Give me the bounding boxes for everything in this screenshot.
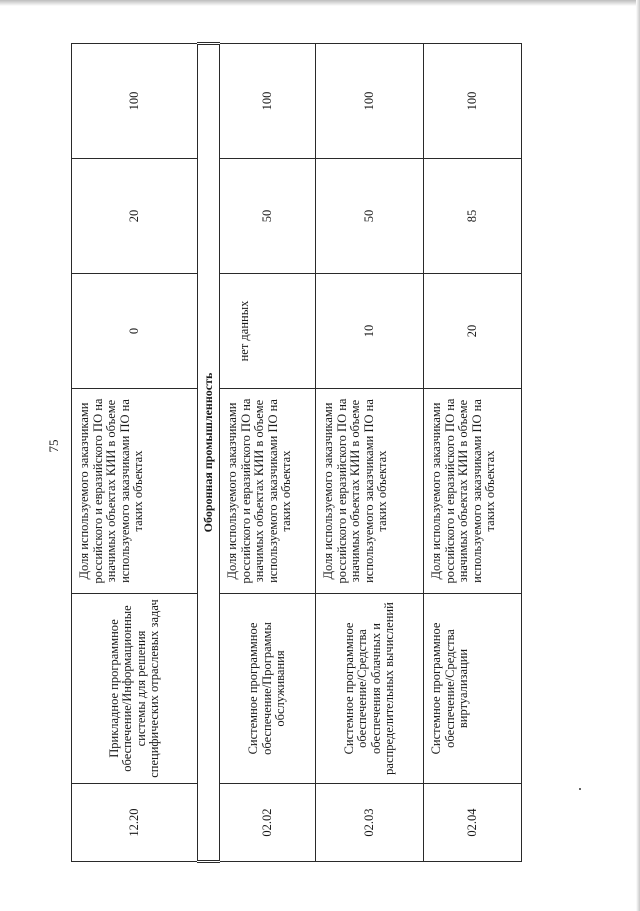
table-row-02-02 [220, 44, 316, 862]
row-indicator: Доля используемого заказчиками российского и евразийского ПО на значимых объектах КИИ в объеме используемого заказчиками ПО на таких объектах [220, 389, 316, 594]
row-target-value: 100 [72, 44, 198, 159]
row-indicator: Доля используемого заказчиками российского и евразийского ПО на значимых объектах КИИ в объеме используемого заказчиками ПО на таких объектах [316, 389, 424, 594]
table-section-row [198, 44, 220, 862]
row-software-class: Системное программное обеспечение/Программы обслуживания [220, 594, 316, 784]
row-code: 02.04 [424, 784, 522, 862]
row-software-class: Системное программное обеспечение/Средства виртуализации [424, 594, 522, 784]
table-row-02-03 [316, 44, 424, 862]
table-row-02-04 [424, 44, 522, 862]
row-mid-value: 85 [424, 159, 522, 274]
scan-speck [579, 788, 581, 790]
row-target-value: 100 [316, 44, 424, 159]
row-indicator: Доля используемого заказчиками российского и евразийского ПО на значимых объектах КИИ в объеме используемого заказчиками ПО на таких объектах [424, 389, 522, 594]
row-mid-value: 50 [220, 159, 316, 274]
row-software-class: Прикладное программное обеспечение/Информационные системы для решения специфических отраслевых задач [72, 594, 198, 784]
row-base-value: нет данных [220, 274, 316, 389]
table-row-12-20 [72, 44, 198, 862]
row-code: 12.20 [72, 784, 198, 862]
row-code: 02.02 [220, 784, 316, 862]
indicator-table [71, 42, 522, 863]
section-title: Оборонная промышленность [198, 44, 220, 862]
row-indicator: Доля используемого заказчиками российского и евразийского ПО на значимых объектах КИИ в объеме используемого заказчиками ПО на таких объектах [72, 389, 198, 594]
row-mid-value: 20 [72, 159, 198, 274]
row-target-value: 100 [220, 44, 316, 159]
scan-edge-right [636, 0, 640, 911]
row-base-value: 0 [72, 274, 198, 389]
row-base-value: 20 [424, 274, 522, 389]
row-software-class: Системное программное обеспечение/Средства обеспечения облачных и распределительных вычислений [316, 594, 424, 784]
page-number: 75 [46, 439, 61, 453]
scan-edge-top [0, 0, 640, 6]
row-base-value: 10 [316, 274, 424, 389]
row-code: 02.03 [316, 784, 424, 862]
row-mid-value: 50 [316, 159, 424, 274]
row-target-value: 100 [424, 44, 522, 159]
